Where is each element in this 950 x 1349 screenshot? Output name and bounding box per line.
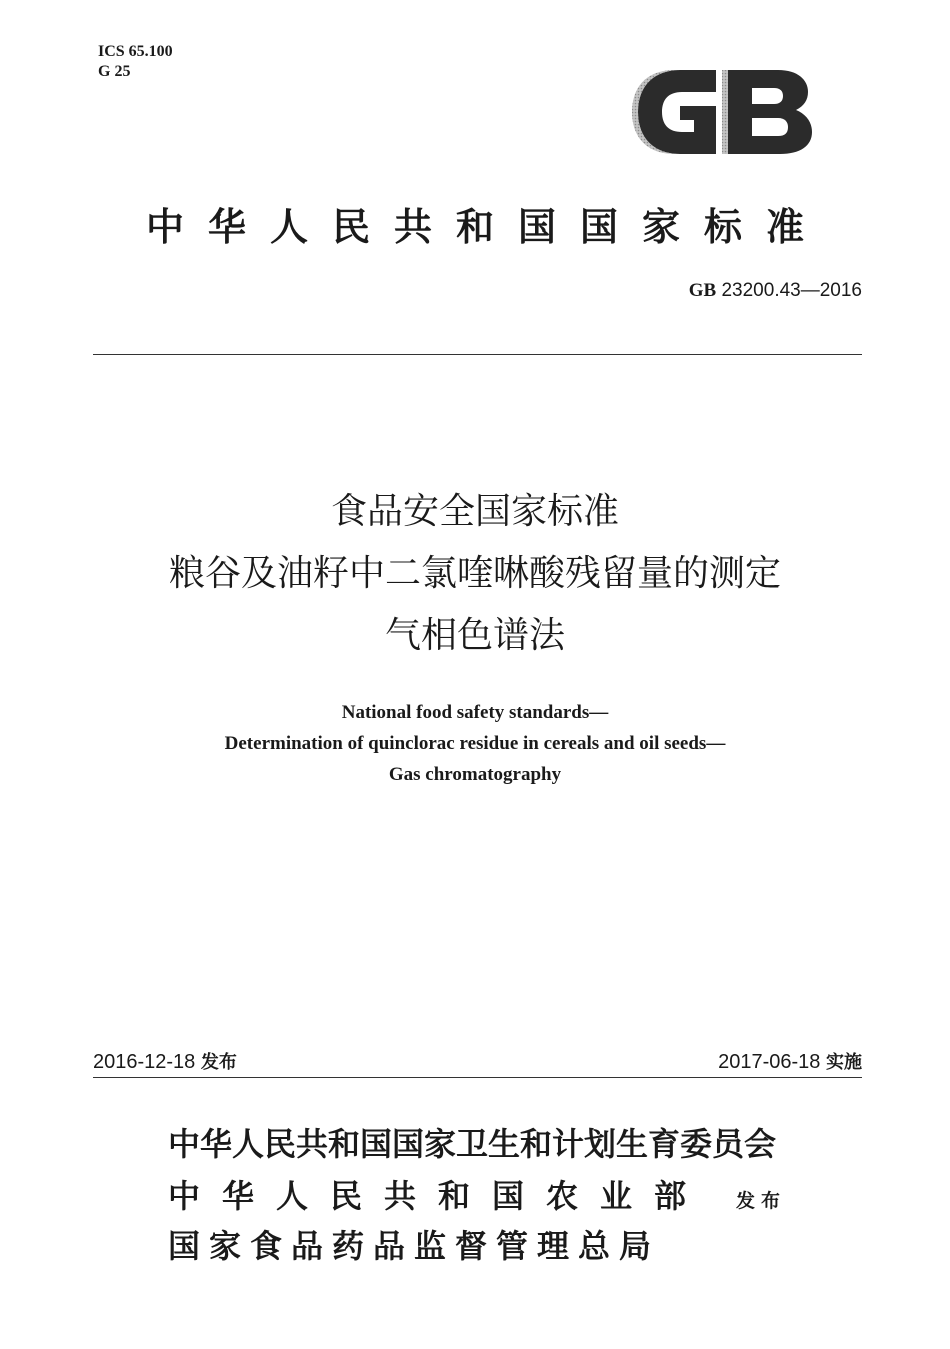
standard-number-prefix: GB <box>688 280 717 301</box>
issue-action-label: 发布 <box>736 1190 787 1212</box>
standard-number-value: 23200.43—2016 <box>721 280 862 301</box>
ics-code: ICS 65.100 <box>98 43 173 60</box>
issue-date-label: 发布 <box>200 1052 237 1073</box>
effective-date <box>718 1048 862 1074</box>
issue-date-value: 2016-12-18 <box>93 1051 196 1073</box>
title-en-line-3: Gas chromatography <box>388 764 562 785</box>
title-en-line-1: National food safety standards— <box>341 702 609 723</box>
issuer-line-3: 国家食品药品监督管理总局 <box>168 1227 661 1265</box>
title-cn-line-1: 食品安全国家标准 <box>330 491 619 532</box>
issuer-line-1: 中华人民共和国国家卫生和计划生育委员会 <box>168 1125 777 1163</box>
issue-date <box>93 1048 237 1074</box>
effective-date-label: 实施 <box>826 1052 862 1073</box>
title-cn-line-2: 粮谷及油籽中二氯喹啉酸残留量的测定 <box>168 553 781 594</box>
classification-code: G 25 <box>98 63 131 80</box>
issuer-line-2: 中华人民共和国农业部 <box>168 1177 709 1215</box>
gb-logo <box>628 66 814 158</box>
title-cn-line-3: 气相色谱法 <box>384 615 565 656</box>
standard-number <box>689 280 862 302</box>
national-standard-title: 中华人民共和国国家标准 <box>145 204 828 249</box>
effective-date-value: 2017-06-18 <box>718 1051 821 1073</box>
title-en-line-2: Determination of quinclorac residue in cereals and oil seeds— <box>224 733 726 754</box>
bottom-divider <box>93 1077 862 1078</box>
top-divider <box>93 354 862 355</box>
